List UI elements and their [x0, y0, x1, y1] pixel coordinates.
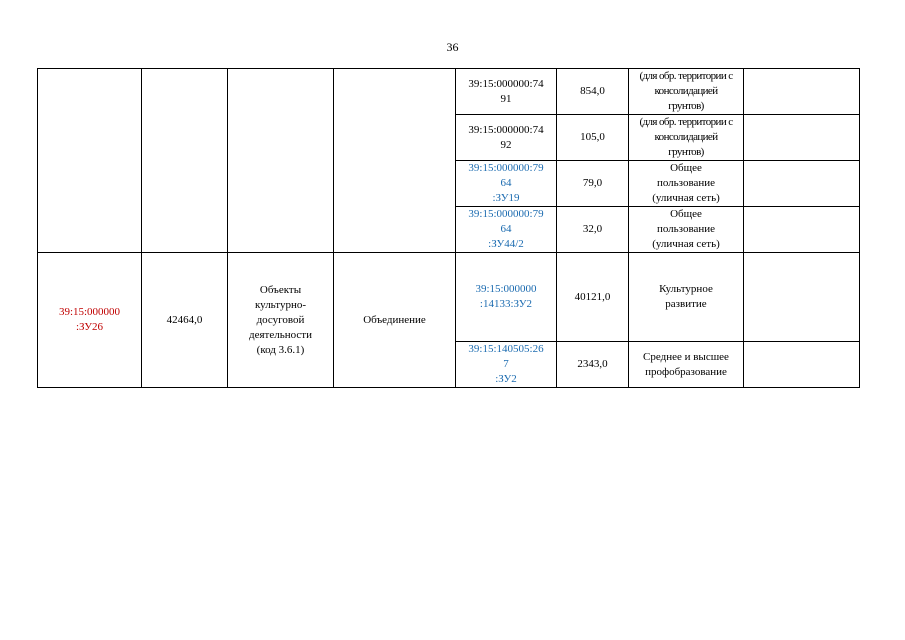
source-parcel-use: Культурное развитие — [629, 253, 744, 342]
source-parcel-area: 854,0 — [557, 69, 629, 115]
source-parcel-use: (для обр. территории с консолидацией грунтов) — [629, 115, 744, 161]
source-parcel-link[interactable]: 39:15:000000:79 64 :ЗУ44/2 — [456, 207, 557, 253]
parcel-area-cell-empty — [142, 69, 228, 253]
source-parcel-area: 105,0 — [557, 115, 629, 161]
note-cell — [744, 342, 860, 388]
table-row — [38, 69, 860, 115]
parcel-area: 42464,0 — [142, 253, 228, 388]
page-number: 36 — [446, 40, 459, 54]
source-parcel-use: Среднее и высшее профобразование — [629, 342, 744, 388]
source-parcel-use: Общее пользование (уличная сеть) — [629, 161, 744, 207]
source-parcel-use: Общее пользование (уличная сеть) — [629, 207, 744, 253]
source-parcel-number: 39:15:000000:74 91 — [456, 69, 557, 115]
parcel-id: 39:15:000000 :ЗУ26 — [38, 253, 142, 388]
source-parcel-area: 2343,0 — [557, 342, 629, 388]
note-cell — [744, 253, 860, 342]
parcels-table — [37, 68, 860, 388]
table-row — [38, 253, 860, 342]
source-parcel-use: (для обр. территории с консолидацией грунтов) — [629, 69, 744, 115]
formation-method: Объединение — [334, 253, 456, 388]
source-parcel-area: 40121,0 — [557, 253, 629, 342]
source-parcel-link[interactable]: 39:15:140505:26 7 :ЗУ2 — [456, 342, 557, 388]
source-parcel-number: 39:15:000000:74 92 — [456, 115, 557, 161]
source-parcel-link[interactable]: 39:15:000000 :14133:ЗУ2 — [456, 253, 557, 342]
note-cell — [744, 161, 860, 207]
note-cell — [744, 69, 860, 115]
parcel-permitted-use: Объекты культурно- досуговой деятельности (код 3.6.1) — [228, 253, 334, 388]
note-cell — [744, 207, 860, 253]
parcel-id-cell-empty — [38, 69, 142, 253]
source-parcel-link[interactable]: 39:15:000000:79 64 :ЗУ19 — [456, 161, 557, 207]
parcel-use-cell-empty — [228, 69, 334, 253]
source-parcel-area: 32,0 — [557, 207, 629, 253]
formation-method-cell-empty — [334, 69, 456, 253]
note-cell — [744, 115, 860, 161]
source-parcel-area: 79,0 — [557, 161, 629, 207]
